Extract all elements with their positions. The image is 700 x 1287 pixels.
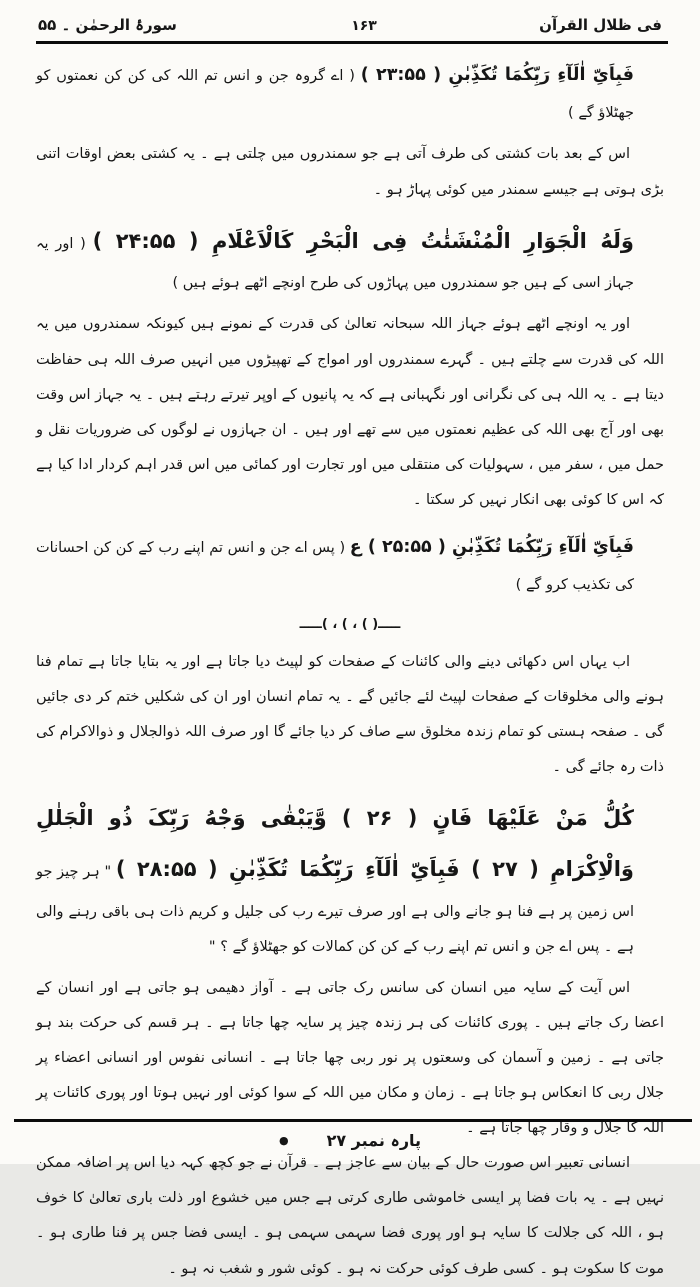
verse-translation: " ہر چیز جو اس زمین پر ہے فنا ہو جانے والی ہے اور صرف تیرے رب کی جلیل و کریم ذات ہی باقی رہنے والی ہے ۔ پس اے جن و انس تم اپنے رب کے کن کن کمالات کو جھٹلاؤ گے ؟ " bbox=[36, 863, 634, 955]
commentary-paragraph: اور یہ اونچے اٹھے ہوئے جہاز اللہ سبحانہ تعالیٰ کی قدرت کے نمونے ہیں کیونکہ سمندروں میں یہ اللہ کی قدرت سے چلتے ہیں ۔ گہرے سمندروں اور امواج کے تھپیڑوں میں انہیں صرف اللہ ہی حفاظت دیتا ہے ۔ یہ اللہ ہی کی نگرانی اور نگہبانی ہے کہ یہ پانیوں کے اوپر تیرتے رہتے ہیں ۔ یہ جہاز اس وقت بھی اور آج بھی اللہ کی عظیم نعمتوں میں سے تھے اور ہیں ۔ ان جہازوں نے لوگوں کی ضروریات نقل و حمل میں ، سفر میں ، سہولیات کی منتقلی میں اور تجارت اور کمائی میں اس قدر اہم کردار ادا کیا ہے کہ اس کا کوئی بھی انکار نہیں کر سکتا ۔ bbox=[36, 316, 664, 508]
page-body bbox=[36, 54, 664, 1287]
verse-translation: ( پس اے جن و انس تم اپنے رب کے کن کن احسانات کی تکذیب کرو گے ) bbox=[36, 539, 634, 594]
quran-verse bbox=[36, 793, 664, 965]
commentary-paragraph: انسانی تعبیر اس صورت حال کے بیان سے عاجز ہے ۔ قرآن نے جو کچھ کہہ دیا اس پر اضافہ ممکن نہیں ہے ۔ یہ بات فضا پر ایسی خاموشی طاری کرتی ہے جس میں خشوع اور ذلت باری تعالیٰ کا خوف ہو ، اللہ کی جلالت کا سایہ ہو اور پوری فضا سہمی سہمی ہو ۔ ایسی فضا جس پر فنا طاری ہو ۔ موت کا سکوت ہو ۔ کسی طرف کوئی حرکت نہ ہو ۔ کوئی شور و شغب نہ ہو ۔ bbox=[36, 1155, 664, 1277]
verse-arabic: کُلُّ مَنْ عَلَیْهَا فَانٍ ( ۲۶ ) وَّیَبْقٰی وَجْهُ رَبِّکَ ذُو الْجَلٰلِ وَالْاِکْرَامِ ( ۲۷ ) فَبِاَیِّ اٰلَآءِ رَبِّکُمَا تُکَذِّبٰنِ ( ۲۸:۵۵ ) bbox=[36, 806, 634, 881]
commentary-paragraph: اب یہاں اس دکھائی دینے والی کائنات کے صفحات کو لپیٹ دیا جاتا ہے اور یہ بتایا جاتا ہے تمام فنا ہونے والی مخلوقات کے صفحات لپیٹ لئے جائیں گے ۔ یہ تمام انسان اور ان کی شکلیں ختم کر دی جائیں گی ۔ صفحہ ہستی کو تمام زندہ مخلوق سے صاف کر دیا جائے گا اور صرف اللہ ذوالجلال و ذوالاکرام کی ذات رہ جائے گی ۔ bbox=[36, 653, 664, 776]
commentary-paragraph: اس کے بعد بات کشتی کی طرف آتی ہے جو سمندروں میں چلتی ہے ۔ یہ کشتی بعض اوقات اتنی بڑی ہوتی ہے جیسے سمندر میں کوئی پہاڑ ہو ۔ bbox=[36, 146, 664, 198]
quran-verse bbox=[36, 526, 664, 603]
verse-arabic: فَبِاَیِّ اٰلَآءِ رَبِّکُمَا تُکَذِّبٰنِ ( ۲۵:۵۵ ) ع bbox=[349, 536, 635, 557]
page-header bbox=[36, 14, 664, 34]
footer-divider bbox=[14, 1119, 692, 1122]
verse-translation: ( اے گروہ جن و انس تم اللہ کی کن کن نعمتوں کو جھٹلاؤ گے ) bbox=[36, 68, 634, 122]
commentary-paragraph: اس آیت کے سایہ میں انسان کی سانس رک جاتی ہے ۔ آواز دھیمی ہو جاتی ہے اور انسان کے اعضا رک جاتے ہیں ۔ پوری کائنات کی ہر زندہ چیز پر سایہ چھا جاتا ہے ۔ ہر قسم کی حرکت بند ہو جاتی ہے ۔ زمین و آسمان کی وسعتوں پر نور ربی چھا جاتا ہے ۔ انسانی نفوس اور انسانی اعضاء پر جلال ربی کا انعکاس ہو جاتا ہے ۔ زمان و مکان میں اللہ کے سوا کوئی اور نہیں ہوتا اور پوری کائنات پر اللہ کا جلال و وقار چھا جاتا ہے ۔ bbox=[36, 979, 664, 1137]
footer-line bbox=[0, 1131, 700, 1150]
quran-verse bbox=[36, 216, 664, 302]
header-divider bbox=[36, 41, 668, 44]
section-title: سورۂ الرحمٰن ۔ ۵۵ bbox=[38, 16, 177, 34]
footer-bullet-icon: ● bbox=[278, 1134, 289, 1147]
book-title: فی ظلال القرآن bbox=[539, 16, 662, 34]
page-number: ۱۶۳ bbox=[351, 18, 377, 34]
page-footer bbox=[0, 1119, 700, 1150]
verse-translation: ( اور یہ جہاز اسی کے ہیں جو سمندروں میں پہاڑوں کی طرح اونچے اٹھے ہوئے ہیں ) bbox=[36, 235, 634, 292]
section-ornament-divider: ـــــ( ) ، ) ، )ـــــ bbox=[299, 617, 401, 633]
quran-verse bbox=[36, 54, 664, 131]
verse-arabic: فَبِاَیِّ اٰلَآءِ رَبِّکُمَا تُکَذِّبٰنِ ( ۲۳:۵۵ ) bbox=[360, 65, 635, 85]
verse-arabic: وَلَهُ الْجَوَارِ الْمُنْشَئٰتُ فِی الْبَحْرِ کَالْاَعْلَامِ ( ۲۴:۵۵ ) bbox=[92, 228, 634, 253]
para-number-label: پارہ نمبر ۲۷ bbox=[326, 1131, 422, 1150]
